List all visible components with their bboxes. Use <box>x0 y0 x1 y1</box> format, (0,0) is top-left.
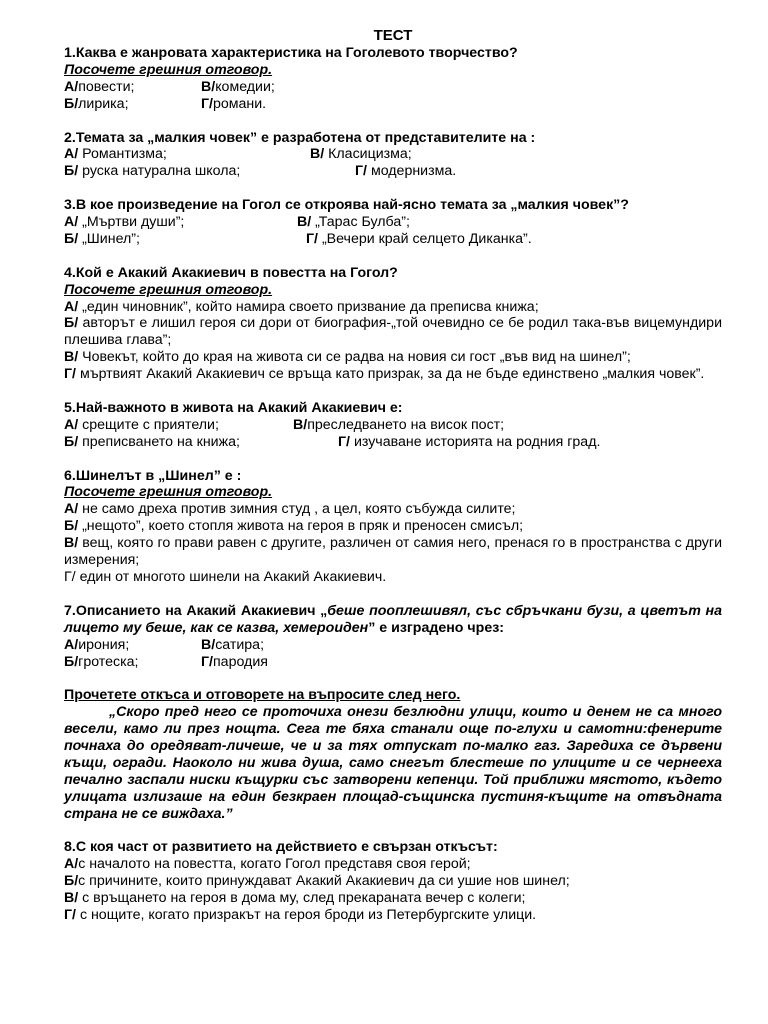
question-2: 2.Темата за „малкия човек” е разработена от представителите на : <box>64 129 536 146</box>
answer-v: В/комедии; <box>201 78 275 95</box>
answer-g: Г/ един от многото шинели на Акакий Акакиевич. <box>64 569 387 586</box>
answer-g: Г/ мъртвият Акакий Акакиевич се връща като призрак, за да не бъде единствено „малкия човек”. <box>64 366 705 383</box>
question-5: 5.Най-важното в живота на Акакий Акакиевич е: <box>64 399 403 416</box>
question-6: 6.Шинелът в „Шинел” е : <box>64 467 242 484</box>
answer-a: А/ „Мъртви души”; <box>64 214 185 231</box>
answer-g: Г/ „Вечери край селцето Диканка”. <box>306 230 532 247</box>
instruction-wrong-answer: Посочете грешния отговор. <box>64 484 273 501</box>
answer-row <box>64 96 722 113</box>
answer-v: В/ вещ, която го прави равен с другите, различен от самия него, пренася го в пространства с други измерения; <box>64 535 722 569</box>
question-4: 4.Кой е Акакий Акакиевич в повестта на Гогол? <box>64 264 398 281</box>
answer-row <box>64 637 722 654</box>
answer-a: А/ Романтизма; <box>64 146 167 163</box>
passage-text: „Скоро пред него се проточиха онези безлюдни улици, които и денем не са много весели, камо ли през нощта. Сега те бяха станали още по-глухи и самотни:фенерите почнаха до оредяват-личеше, че и за тях отпускат по-малко газ. Заредиха се дървени къщи, огради. Наоколо ни жива душа, само снегът блестеше по улиците и се чернееха печално заспали ниски къщурки със затворени кепенци. Той приближи мястото, където улицата излизаше на един безкраен площад-същинска пустиня-къщите на отвъдната страна не се виждаха.” <box>64 704 722 822</box>
answer-a: А/ срещите с приятели; <box>64 416 219 433</box>
answer-a: А/повести; <box>64 78 135 95</box>
quote: беше пооплешивял, със сбръчкани бузи, а цветът на лицето му беше, как се казва, хемероиден <box>64 602 722 636</box>
test-document <box>64 27 722 924</box>
answer-b: Б/ руска натурална школа; <box>64 163 241 180</box>
answer-g: Г/ модернизма. <box>355 163 457 180</box>
answer-row <box>64 163 722 180</box>
answer-b: Б/ „нещото”, което стопля живота на героя в пряк и преносен смисъл; <box>64 518 524 535</box>
answer-a: А/ не само дреха против зимния студ , а цел, която събужда силите; <box>64 501 516 518</box>
answer-b: Б/с причините, които принуждават Акакий Акакиевич да си ушие нов шинел; <box>64 873 570 890</box>
question-7: 7.Описанието на Акакий Акакиевич „беше пооплешивял, със сбръчкани бузи, а цветът на лицето му беше, как се казва, хемероиден” е изградено чрез: <box>64 602 722 636</box>
passage-heading: Прочетете откъса и отговорете на въпросите след него. <box>64 687 461 704</box>
answer-b: Б/ авторът е лишил героя си дори от биография-„той очевидно се бе родил така-във вицемундири плешива глава”; <box>64 315 722 349</box>
question-8: 8.С коя част от развитието на действието е свързан откъсът: <box>64 839 498 856</box>
answer-row <box>64 214 722 231</box>
answer-b: Б/ преписването на книжа; <box>64 433 240 450</box>
question-3: 3.В кое произведение на Гогол се откроява най-ясно темата за „малкия човек”? <box>64 197 629 214</box>
answer-a: А/с началото на повестта, когато Гогол представя своя герой; <box>64 856 471 873</box>
answer-v: В/ с връщането на героя в дома му, след прекараната вечер с колеги; <box>64 890 526 907</box>
answer-v: В/ „Тарас Булба”; <box>297 214 410 231</box>
instruction-wrong-answer: Посочете грешния отговор. <box>64 281 273 298</box>
answer-v: В/ Човекът, който до края на живота си се радва на новия си гост „във вид на шинел”; <box>64 349 631 366</box>
answer-b: Б/лирика; <box>64 95 129 112</box>
answer-v: В/преследването на висок пост; <box>293 416 505 433</box>
answer-row <box>64 146 722 163</box>
answer-b: Б/ „Шинел”; <box>64 230 140 247</box>
answer-row <box>64 79 722 96</box>
answer-g: Г/ с нощите, когато призракът на героя броди из Петербургските улици. <box>64 907 537 924</box>
instruction-wrong-answer: Посочете грешния отговор. <box>64 61 273 78</box>
answer-g: Г/романи. <box>201 95 267 112</box>
answer-row <box>64 434 722 451</box>
answer-row <box>64 654 722 671</box>
answer-v: В/ Класицизма; <box>310 146 412 163</box>
question-1: 1.Каква е жанровата характеристика на Гоголевото творчество? <box>64 45 518 61</box>
answer-row <box>64 231 722 248</box>
answer-g: Г/пародия <box>201 653 268 670</box>
test-title: ТЕСТ <box>373 27 413 44</box>
answer-b: Б/гротеска; <box>64 653 139 670</box>
answer-g: Г/ изучаване историята на родния град. <box>338 433 601 450</box>
answer-v: В/сатира; <box>201 636 265 653</box>
answer-a: А/ „един чиновник”, който намира своето призвание да преписва книжа; <box>64 298 539 315</box>
answer-row <box>64 417 722 434</box>
answer-a: А/ирония; <box>64 636 130 653</box>
